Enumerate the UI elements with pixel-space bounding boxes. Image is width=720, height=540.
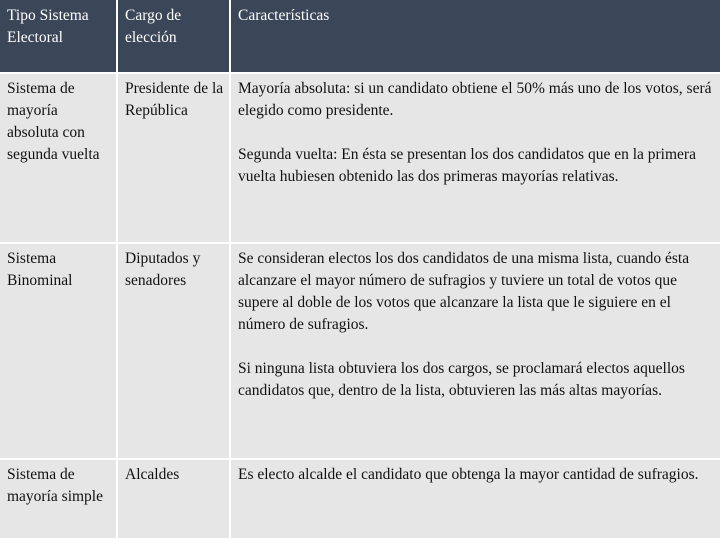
table-row: [0, 244, 720, 460]
cell-sistema: Sistema de mayoría simple: [0, 460, 118, 538]
header-caracteristicas: Características: [238, 7, 330, 24]
cell-sistema: Sistema Binominal: [0, 244, 118, 458]
cell-cargo: Presidente de la República: [118, 74, 231, 242]
cell-cargo: Diputados y senadores: [118, 244, 231, 458]
header-cargo: Cargo de elección: [118, 0, 231, 72]
header-tipo-sistema: Tipo Sistema Electoral: [0, 0, 118, 72]
table-header-row: [0, 0, 720, 74]
cell-caracteristicas: [231, 460, 720, 538]
cell-caracteristicas: [231, 74, 720, 242]
caracteristica-paragraph: Es electo alcalde el candidato que obtenga la mayor cantidad de sufragios.: [238, 466, 699, 483]
table-row: [0, 74, 720, 244]
cell-sistema: Sistema de mayoría absoluta con segunda vuelta: [0, 74, 118, 242]
caracteristica-paragraph: Segunda vuelta: En ésta se presentan los dos candidatos que en la primera vuelta hubiesen obtenido las dos primeras mayorías relativas.: [238, 146, 696, 185]
table-row: [0, 460, 720, 538]
caracteristica-paragraph: Se consideran electos los dos candidatos de una misma lista, cuando ésta alcanzare el mayor número de sufragios y tuviere un total de votos que supere al doble de los votos que alcanzare la lista que le siguiere en el número de sufragios.: [238, 250, 690, 333]
caracteristica-paragraph: Mayoría absoluta: si un candidato obtiene el 50% más uno de los votos, será elegido como presidente.: [238, 80, 712, 119]
cell-caracteristicas: [231, 244, 720, 458]
caracteristica-paragraph: Si ninguna lista obtuviera los dos cargos, se proclamará electos aquellos candidatos que, dentro de la lista, obtuvieren las más altas mayorías.: [238, 360, 685, 399]
cell-cargo: Alcaldes: [118, 460, 231, 538]
